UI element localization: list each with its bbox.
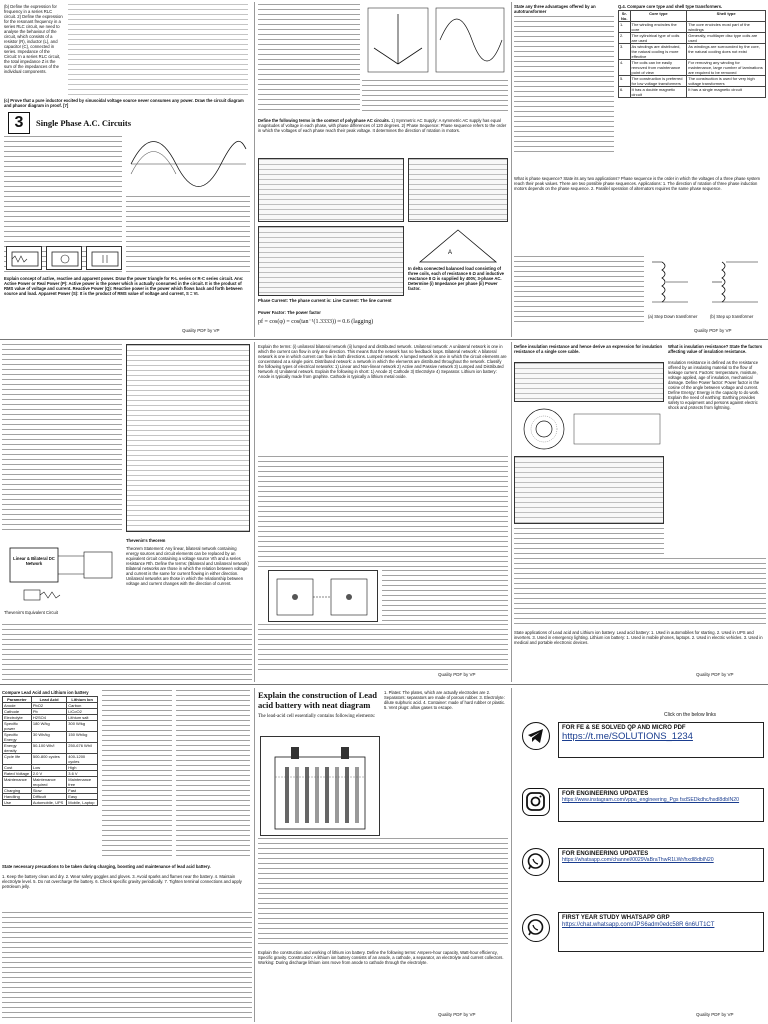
table-row: 5. The construction is preferred for low voltage transformers The construction is used for very high voltage transformers — [619, 76, 766, 87]
phase-current-text: Phase Current: The phase current is: Line Current: The line current — [258, 298, 392, 303]
precautions-text: 1. Keep the battery clean and dry. 2. Wear safety goggles and gloves. 3. Avoid sparks and flames near the battery. 4. Maintain electrolyte level. 5. Do not overcharge the battery. 6. Check specific gravity periodically. 7. Tighten terminal connections and apply petroleum jelly. — [2, 874, 242, 889]
battery-applications-text: State applications of Lead acid and Lithium ion battery. Lead acid battery: 1. Used in automobiles for starting. 2. Used in UPS and inverters. 3. Used in emergency lighting. Lithium ion battery: 1. Used in mobile phones, laptops. 2. Used in electric vehicles. 3. Used in medical and portable electronic devices. — [514, 630, 763, 645]
quality-credit-4: Quality PDF by VP — [696, 672, 734, 677]
define-polyphase-body: 1) Symmetric AC Supply: A symmetric AC supply has equal magnitudes of voltage in each phase, with phase differences of 120 degrees. 2) Phase Sequence: Phase sequence refers to the order in which the voltages of each phase reach their peak voltage. It determines the direction of rotation in motors. — [258, 118, 507, 133]
whatsapp-channel-link-box[interactable] — [558, 848, 764, 882]
telegram-link-box[interactable] — [558, 722, 764, 758]
table-row: 6. It has a double magnetic circuit It has a single magnetic circuit — [619, 87, 766, 98]
lead-acid-subtitle: The lead-acid cell essentially contains following elements: — [258, 714, 376, 719]
table-header: Lithium Ion — [67, 697, 98, 703]
table-header: Core type — [630, 11, 687, 22]
scan-battery-discharge-text — [514, 558, 766, 628]
table-row: Specific power 180 W/kg 300 W/kg — [3, 721, 98, 732]
scan-lead-acid-working — [258, 838, 508, 948]
waveform-diagram — [126, 134, 250, 194]
unit-title: Single Phase A.C. Circuits — [36, 118, 132, 128]
scan-insulation-intro — [514, 362, 664, 402]
scan-sequence-text — [362, 80, 508, 114]
question-pure-inductor: (c) Prove that a pure inductor excited by sinusoidal voltage source never consumes any power. Draw the circuit diagram and phasor diagram in proof. [7] — [4, 98, 244, 108]
scan-question-box-3 — [258, 226, 404, 296]
links-intro: Click on the below links — [664, 712, 716, 718]
quality-credit-6: Quality PDF by VP — [696, 1012, 734, 1017]
lead-acid-elements-text: 1. Plates: The plates, which are actually electrodes are 2. Separators: separators are made of porous rubber. 3. Electrolyte: dilute sulphuric acid. 4. Container: made of hard rubber or plastic. 5. Vent plugs: allow gases to escape. — [384, 690, 506, 710]
whatsapp-channel-label: FOR ENGINEERING UPDATES — [562, 851, 649, 857]
whatsapp-channel-icon[interactable] — [522, 848, 550, 876]
unit-number: 3 — [8, 112, 30, 134]
table-row: Handling Difficult Easy — [3, 794, 98, 800]
instagram-link[interactable]: https://www.instagram.com/vppu_engineering_Pgs fsdSEDkdhc/hxdl8dbIN20 — [562, 797, 740, 803]
rlc-derivation-block — [68, 4, 248, 96]
section-mid-left — [2, 342, 252, 682]
autotransformer-header: State any three advantages offered by an autotransformer — [514, 4, 596, 14]
insulation-title: Define insulation resistance and hence derive an expression for insulation resistance of a single core cable. — [514, 344, 662, 354]
inductor-proof-scan — [126, 196, 250, 276]
scan-network-classification — [258, 456, 508, 568]
divider-middle — [0, 684, 768, 685]
whatsapp-group-link-box[interactable] — [558, 912, 764, 952]
phase-sequence-text: What is phase sequence? State its any two applications? Phase sequence is the order in which the voltages of a three phase system reach their peak values. There are two possible phase sequences. Applications: 1. The direction of rotation of three phase induction motors depends on the phase sequence. 2. Parallel operation of alternators requires the same phase sequence. — [514, 176, 761, 191]
core-shell-table-block — [618, 4, 766, 174]
step-down-caption: (a) Step Down transformer — [648, 314, 698, 319]
section-social-links — [514, 688, 766, 1022]
autotransformer-diagram — [648, 256, 766, 314]
network-box-label: Linear & Bilateral DC Network — [13, 556, 55, 566]
thevenin-diagram-caption: Thevenin's Equivalent Circuit — [4, 610, 58, 615]
table-row: Cycle life 500-800 cycles 400-1200 cycles — [3, 754, 98, 765]
section-mid-right — [514, 342, 766, 682]
insulation-factors-title: What is insulation resistance? State the factors affecting value of insulation resistance. — [668, 344, 763, 354]
section-mid-middle — [258, 342, 508, 682]
circuit-diagram-1 — [6, 246, 42, 270]
whatsapp-group-icon[interactable] — [522, 914, 550, 942]
instagram-icon[interactable] — [522, 788, 550, 816]
power-factor-formula: pf = cos(φ) = cos(tan⁻¹(1.3333)) ≈ 0.6 (lagging) — [258, 319, 374, 325]
circuit-diagram-3 — [86, 246, 122, 270]
quality-credit-1: Quality PDF by VP — [182, 328, 220, 333]
table-row: 4. The coils can be easily removed from maintenance point of view For removing any winding for maintenance, large number of laminations are required to be removed — [619, 60, 766, 76]
scan-boxed-notes — [126, 344, 250, 532]
whatsapp-group-link[interactable]: https://chat.whatsapp.com/JPS6adm0edc58R 6n6UT1CT — [562, 922, 715, 928]
power-factor-label: Power Factor: The power factor — [258, 310, 321, 315]
scan-network-terms — [2, 624, 252, 680]
scan-insulation-derivation — [514, 456, 664, 524]
scan-question-box-1 — [258, 158, 404, 222]
define-polyphase-title: Define the following terms in the context of polyphase AC circuits — [258, 118, 389, 123]
lithium-battery-diagram — [268, 570, 378, 622]
rlc-intro-text: (b) Define the expression for frequency in a series RLC circuit. 2) Define the expression for the resonant frequency in a series RLC circuit, we need to analyse the behaviour of the circuit, which consists of a resistor (R), inductor (L), and capacitor (C), connected in series. Impedance of the Circuit: In a series RLC circuit, the total impedance Z is the sum of the impedances of the individual components. — [4, 4, 63, 74]
table-row: Cathode Pb LiCoO2 — [3, 709, 98, 715]
scan-phase-text — [258, 4, 360, 114]
lead-acid-diagram — [260, 736, 380, 836]
table-row: Maintenance Maintenance required Maintenance free — [3, 777, 98, 788]
quality-credit-2: Quality PDF by VP — [694, 328, 732, 333]
thevenin-diagram — [4, 538, 124, 610]
table-row: 3. As windings are distributed, the natural cooling is more effective As windings are surrounded by the core, the natural cooling does not exist — [619, 44, 766, 60]
thevenin-statement: Theorem Statement: Any linear, bilateral network containing energy sources and circuit elements can be replaced by an equivalent circuit containing a voltage source Vth and a series resistance Rth. Define the terms: (Bilateral and Unilateral network) Bilateral networks are those in which the relation between voltage and current is the same for current flowing in either direction. Unilateral networks are those in which the relationship between voltage and current changes with the direction of current. — [126, 546, 249, 586]
table-row: Cost Low High — [3, 765, 98, 771]
scan-electrolyte-text — [258, 624, 508, 672]
section-top-left — [2, 2, 252, 336]
autotransformer-scan — [514, 16, 614, 156]
section-top-middle: Define the following terms in the context of polyphase AC circuits. 1) Symmetric AC Supply: A symmetric AC supply has equal magnitudes of voltage in each phase, with phase differences of 120 degrees. 2) Phase Sequence: Phase sequence refers to the order in which the voltages of each phase reach their peak voltage. It determines the direction of rotation in motors. A In delta connected balanced load consisting of three coils, each of resistance 6 Ω and inductive reactance 8 Ω is supplied by 400V, 3-phase AC. Determine (i) Impedance per phase (ii) Power factor. Phase Current: The phase current is: Line Current: The line current Power Factor: The power factor pf = cos(φ) = cos(tan⁻¹(1.3333)) ≈ 0.6 (lagging) — [258, 2, 508, 336]
circuit-diagram-2 — [46, 246, 82, 270]
whatsapp-group-label: FIRST YEAR STUDY WHATSAPP GRP — [562, 915, 670, 921]
telegram-link[interactable]: https://t.me/SOLUTIONS_1234 — [562, 731, 693, 742]
scan-question-box-2 — [408, 158, 508, 222]
instagram-label: FOR ENGINEERING UPDATES — [562, 791, 649, 797]
quality-credit-5: Quality PDF by VP — [438, 1012, 476, 1017]
table-header: Parameter — [3, 697, 32, 703]
delta-load-diagram — [408, 226, 508, 266]
precautions-title: State necessary precautions to be taken during charging, boosting and maintenance of lead acid battery. — [2, 864, 211, 869]
scan-battery-features-2 — [176, 690, 250, 860]
table-header: Sr. No. — [619, 11, 631, 22]
divider-top — [0, 339, 768, 340]
phasor-diagram — [362, 4, 508, 78]
table-row: 1. The winding encircles the core The core encircles most part of the windings — [619, 22, 766, 33]
table-row: Use Automobile, UPS Mobile, Laptop — [3, 800, 98, 806]
step-up-caption: (b) Step up transformer — [710, 314, 754, 319]
table-row: Rated Voltage 2.0 V 3.6 V — [3, 771, 98, 777]
table-row: Specific Energy 30 Wh/kg 150 Wh/kg — [3, 732, 98, 743]
power-concept-text: Explain concept of active, reactive and apparent power. Draw the power triangle for R-L series or R-C series circuit. Ans: Active Power or Real Power (P): Active power is the power which is actually consumed in the circuit. It is the product of RMS value of voltage and current. Reactive Power (Q): Reactive power is the power which flows back and forth between source and load. Apparent Power (S): It is the product of RMS value of voltage and current, S = VI. — [4, 276, 244, 296]
core-shell-table — [618, 10, 766, 98]
battery-table-title: Compare Lead Acid and Lithium ion battery — [2, 690, 89, 695]
whatsapp-channel-link[interactable]: https://whatsapp.com/channel/0029VaBraThwR1LWr/hxdl8dbIN20 — [562, 857, 714, 863]
scan-anode-cathode-text — [382, 570, 508, 622]
table-row: Anode PbO2 Carbon — [3, 703, 98, 709]
scan-insulation-formula — [514, 528, 664, 556]
quality-credit-3: Quality PDF by VP — [438, 672, 476, 677]
table-header: Lead Acid — [31, 697, 66, 703]
table-row: Electrolyte H2SO4 Lithium salt — [3, 715, 98, 721]
insulation-factors-text: Insulation resistance is defined as the resistance offered by an insulating material to the flow of leakage current. Factors: temperature, moisture, voltage applied, age of insulation, mechanical damage. Define Power factor: Power factor is the cosine of the angle between voltage and current. Define Energy: Energy is the capacity to do work. Explain the need of earthing: Earthing provides safety to equipment and persons against electric shock and protects from lightning. — [668, 360, 760, 410]
scan-left-column — [2, 344, 122, 534]
delta-load-text: In delta connected balanced load consisting of three coils, each of resistance 6 Ω and inductive reactance 8 Ω is supplied by 400V, 3-phase AC. Determine (i) Impedance per phase (ii) Power factor. — [408, 266, 504, 291]
lead-acid-title: Explain the construction of Lead acid battery with neat diagram — [258, 690, 378, 710]
thevenin-label: Thevenin's theorem — [126, 538, 166, 543]
cable-cross-section-diagram — [514, 404, 664, 454]
telegram-icon[interactable] — [522, 722, 550, 750]
core-shell-table-title: Q.4. Compare core type and shell type transformers. — [618, 4, 723, 9]
lithium-ion-text: Explain the construction and working of lithium ion battery. Define the following terms: Ampere-hour capacity, Watt-hour efficiency, Specific gravity. Construction: A lithium ion battery consists of an anode, a cathode, a separator, an electrolyte and current collectors. Working: During discharge lithium ions move from anode to cathode through the electrolyte. — [258, 950, 504, 965]
table-header: Shell type — [687, 11, 766, 22]
section-top-right — [514, 2, 766, 336]
scan-maintenance-text — [2, 912, 252, 1020]
table-row: Energy density 50-100 Wh/l 250-676 Wh/l — [3, 743, 98, 754]
battery-compare-table — [2, 696, 98, 806]
scan-battery-features-1 — [102, 690, 172, 860]
table-row: 2. The cylindrical type of coils are used Generally, multilayer disc type coils are used — [619, 33, 766, 44]
battery-compare-table-block — [2, 690, 98, 860]
telegram-label: FOR FE & SE SOLVED QP AND MICRO PDF — [562, 725, 686, 731]
svg-text:A: A — [448, 250, 453, 256]
table-row: Charging Slow Fast — [3, 788, 98, 794]
autotransformer-text-scan — [514, 256, 644, 326]
network-terms-text: Explain the terms: (i) unilateral bilateral network (ii) lumped and distributed network. Unilateral network: A unilateral network is one in which the current can flow in only one direction. This means that the network has no feedback loops. Bilateral network: A bilateral network is one in which current can flow in both directions. Lumped network: A lumped network is one in which the circuit elements are concentrated at a single point. Distributed network: a network in which the elements are distributed throughout the network. Classify the following types of electrical networks: 1) Linear and Non-linear network 2) Active and Passive network 3) Lumped and Distributed Network 4) Unilateral network. Explain the following in short: 1) Anode 2) Cathode 3) Electrolyte 4) Separator. Lithium ion battery: Anode is typically made from graphite. Cathode is typically a lithium metal oxide. — [258, 344, 507, 379]
instagram-link-box[interactable] — [558, 788, 764, 822]
section-bottom-middle — [258, 688, 508, 1022]
section-bottom-left — [2, 688, 252, 1022]
